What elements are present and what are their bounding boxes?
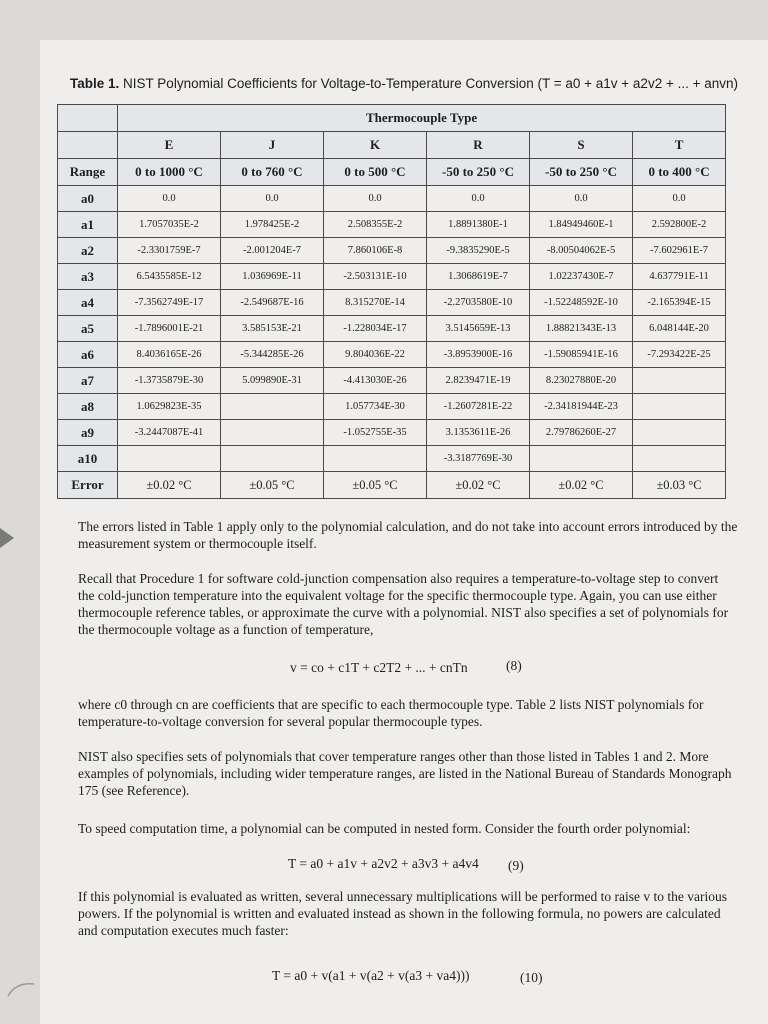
coefficient-value: 0.0	[221, 186, 324, 212]
coefficient-row	[58, 420, 726, 446]
equation-9: T = a0 + a1v + a2v2 + a3v3 + a4v4	[288, 856, 479, 871]
coefficient-value: 2.508355E-2	[324, 212, 427, 238]
group-header-row	[58, 105, 726, 132]
coefficient-row	[58, 264, 726, 290]
range-value: 0 to 760 °C	[221, 159, 324, 186]
coefficient-value: -3.3187769E-30	[427, 446, 530, 472]
range-value: -50 to 250 °C	[427, 159, 530, 186]
page-edge-marker	[0, 528, 14, 548]
error-value: ±0.02 °C	[118, 472, 221, 499]
coefficient-row	[58, 290, 726, 316]
type-header-row	[58, 132, 726, 159]
coefficient-value: -1.228034E-17	[324, 316, 427, 342]
coefficient-value: -3.2447087E-41	[118, 420, 221, 446]
type-header: J	[221, 132, 324, 159]
coefficient-label: a4	[58, 290, 118, 316]
coefficient-label: a9	[58, 420, 118, 446]
equation-8-number: (8)	[506, 658, 522, 673]
coefficient-value	[324, 446, 427, 472]
paragraph-procedure: Recall that Procedure 1 for software cold-junction compensation also requires a temperature-to-voltage step to convert the cold-junction temperature into the equivalent voltage for the specific thermocouple type. Again, you can use either thermocouple reference tables, or approximate the curve with a polynomial. NIST also specifies a set of polynomials for the thermocouple voltage as a function of temperature,	[78, 571, 729, 637]
error-value: ±0.05 °C	[221, 472, 324, 499]
coefficient-value: 0.0	[118, 186, 221, 212]
equation-10: T = a0 + v(a1 + v(a2 + v(a3 + va4)))	[272, 968, 470, 983]
coefficient-value	[221, 420, 324, 446]
caption-text: NIST Polynomial Coefficients for Voltage-to-Temperature Conversion (T = a0 + a1v + a2v2 + ... + anvn)	[123, 76, 738, 91]
coefficient-row	[58, 342, 726, 368]
coefficient-value: 1.0629823E-35	[118, 394, 221, 420]
coefficient-value: -2.165394E-15	[633, 290, 726, 316]
coefficient-value: -2.34181944E-23	[530, 394, 633, 420]
coefficient-value: 1.8891380E-1	[427, 212, 530, 238]
type-header: T	[633, 132, 726, 159]
coefficient-value	[530, 446, 633, 472]
range-value: 0 to 1000 °C	[118, 159, 221, 186]
type-header: R	[427, 132, 530, 159]
coefficient-value: -8.00504062E-5	[530, 238, 633, 264]
coefficient-value	[633, 446, 726, 472]
coefficient-value	[633, 420, 726, 446]
range-value: 0 to 400 °C	[633, 159, 726, 186]
coefficient-value: 4.637791E-11	[633, 264, 726, 290]
coefficient-label: a1	[58, 212, 118, 238]
coefficient-value: 5.099890E-31	[221, 368, 324, 394]
type-header: E	[118, 132, 221, 159]
coefficient-value: 2.8239471E-19	[427, 368, 530, 394]
coefficient-value: 0.0	[633, 186, 726, 212]
coefficient-row	[58, 368, 726, 394]
coefficient-label: a3	[58, 264, 118, 290]
error-value: ±0.02 °C	[427, 472, 530, 499]
coefficient-row	[58, 394, 726, 420]
range-header-row	[58, 159, 726, 186]
coefficient-value	[221, 394, 324, 420]
coefficient-value: 1.978425E-2	[221, 212, 324, 238]
coefficient-value: 1.036969E-11	[221, 264, 324, 290]
coefficient-value: 1.84949460E-1	[530, 212, 633, 238]
coefficient-value: 2.79786260E-27	[530, 420, 633, 446]
coefficient-row	[58, 446, 726, 472]
coefficient-label: a7	[58, 368, 118, 394]
coefficient-value	[633, 368, 726, 394]
error-row	[58, 472, 726, 499]
range-value: 0 to 500 °C	[324, 159, 427, 186]
coefficient-rows	[58, 186, 726, 472]
coefficient-row	[58, 186, 726, 212]
coefficient-value: -3.8953900E-16	[427, 342, 530, 368]
coefficient-value: 1.7057035E-2	[118, 212, 221, 238]
coefficient-value: 3.585153E-21	[221, 316, 324, 342]
coefficient-value: -7.602961E-7	[633, 238, 726, 264]
empty-header-cell	[58, 132, 118, 159]
error-value: ±0.02 °C	[530, 472, 633, 499]
coefficient-label: a6	[58, 342, 118, 368]
coefficient-value: 1.88821343E-13	[530, 316, 633, 342]
type-header: K	[324, 132, 427, 159]
paragraph-errors: The errors listed in Table 1 apply only to the polynomial calculation, and do not take into account errors introduced by the measurement system or thermocouple itself.	[78, 519, 738, 551]
coefficient-label: a0	[58, 186, 118, 212]
coefficient-value: 0.0	[427, 186, 530, 212]
coefficient-value: 1.057734E-30	[324, 394, 427, 420]
coefficient-value: 6.5435585E-12	[118, 264, 221, 290]
coefficient-value: 8.23027880E-20	[530, 368, 633, 394]
coefficient-label: a10	[58, 446, 118, 472]
coefficient-value: -4.413030E-26	[324, 368, 427, 394]
coefficient-value: -2.001204E-7	[221, 238, 324, 264]
coefficient-value: 0.0	[324, 186, 427, 212]
coefficient-value: 0.0	[530, 186, 633, 212]
equation-8: v = co + c1T + c2T2 + ... + cnTn	[290, 660, 468, 675]
coefficient-value: -1.7896001E-21	[118, 316, 221, 342]
coefficient-value: 8.4036165E-26	[118, 342, 221, 368]
coefficient-value: 9.804036E-22	[324, 342, 427, 368]
equation-10-number: (10)	[520, 970, 543, 985]
error-label: Error	[58, 472, 118, 499]
coefficient-value	[221, 446, 324, 472]
coefficient-value: -1.52248592E-10	[530, 290, 633, 316]
table-caption	[70, 76, 760, 91]
coefficient-value: 2.592800E-2	[633, 212, 726, 238]
coefficient-label: a5	[58, 316, 118, 342]
coefficient-value: -9.3835290E-5	[427, 238, 530, 264]
coefficient-value: 8.315270E-14	[324, 290, 427, 316]
empty-header-cell	[58, 105, 118, 132]
paragraph-evaluation: If this polynomial is evaluated as written, several unnecessary multiplications will be performed to raise v to the various powers. If the polynomial is written and evaluated instead as shown in the following formula, no powers are calculated and computation executes much faster:	[78, 889, 727, 938]
coefficient-value: 7.860106E-8	[324, 238, 427, 264]
coefficient-value: 3.1353611E-26	[427, 420, 530, 446]
equation-9-number: (9)	[508, 858, 524, 873]
coefficient-label: a2	[58, 238, 118, 264]
page-curl-icon	[6, 978, 36, 998]
range-label: Range	[58, 159, 118, 186]
coefficient-value: -2.503131E-10	[324, 264, 427, 290]
coefficient-row	[58, 238, 726, 264]
coefficient-value: -1.3735879E-30	[118, 368, 221, 394]
coefficient-value: -1.2607281E-22	[427, 394, 530, 420]
coefficient-value	[118, 446, 221, 472]
coefficient-value: -1.052755E-35	[324, 420, 427, 446]
paragraph-coefficients: where c0 through cn are coefficients that are specific to each thermocouple type. Table 2 lists NIST polynomials for temperature-to-voltage conversion for several popular thermocouple types.	[78, 697, 704, 729]
coefficient-value: 6.048144E-20	[633, 316, 726, 342]
coefficient-value: -2.549687E-16	[221, 290, 324, 316]
paragraph-nested: To speed computation time, a polynomial can be computed in nested form. Consider the fourth order polynomial:	[78, 821, 691, 836]
type-header: S	[530, 132, 633, 159]
coefficient-row	[58, 212, 726, 238]
nist-coefficients-table	[57, 104, 726, 499]
coefficient-value: -2.2703580E-10	[427, 290, 530, 316]
error-value: ±0.03 °C	[633, 472, 726, 499]
coefficient-value: 1.02237430E-7	[530, 264, 633, 290]
paragraph-nist: NIST also specifies sets of polynomials that cover temperature ranges other than those listed in Tables 1 and 2. More examples of polynomials, including wider temperature ranges, are listed in the National Bureau of Standards Monograph 175 (see Reference).	[78, 749, 732, 798]
coefficient-value: 3.5145659E-13	[427, 316, 530, 342]
coefficient-row	[58, 316, 726, 342]
coefficient-value: -7.293422E-25	[633, 342, 726, 368]
coefficient-label: a8	[58, 394, 118, 420]
error-value: ±0.05 °C	[324, 472, 427, 499]
coefficient-value: -1.59085941E-16	[530, 342, 633, 368]
thermocouple-type-header: Thermocouple Type	[118, 105, 726, 132]
coefficient-value: -5.344285E-26	[221, 342, 324, 368]
coefficient-value: -2.3301759E-7	[118, 238, 221, 264]
coefficient-value	[633, 394, 726, 420]
range-value: -50 to 250 °C	[530, 159, 633, 186]
coefficient-value: 1.3068619E-7	[427, 264, 530, 290]
coefficient-value: -7.3562749E-17	[118, 290, 221, 316]
caption-label: Table 1.	[70, 76, 120, 91]
